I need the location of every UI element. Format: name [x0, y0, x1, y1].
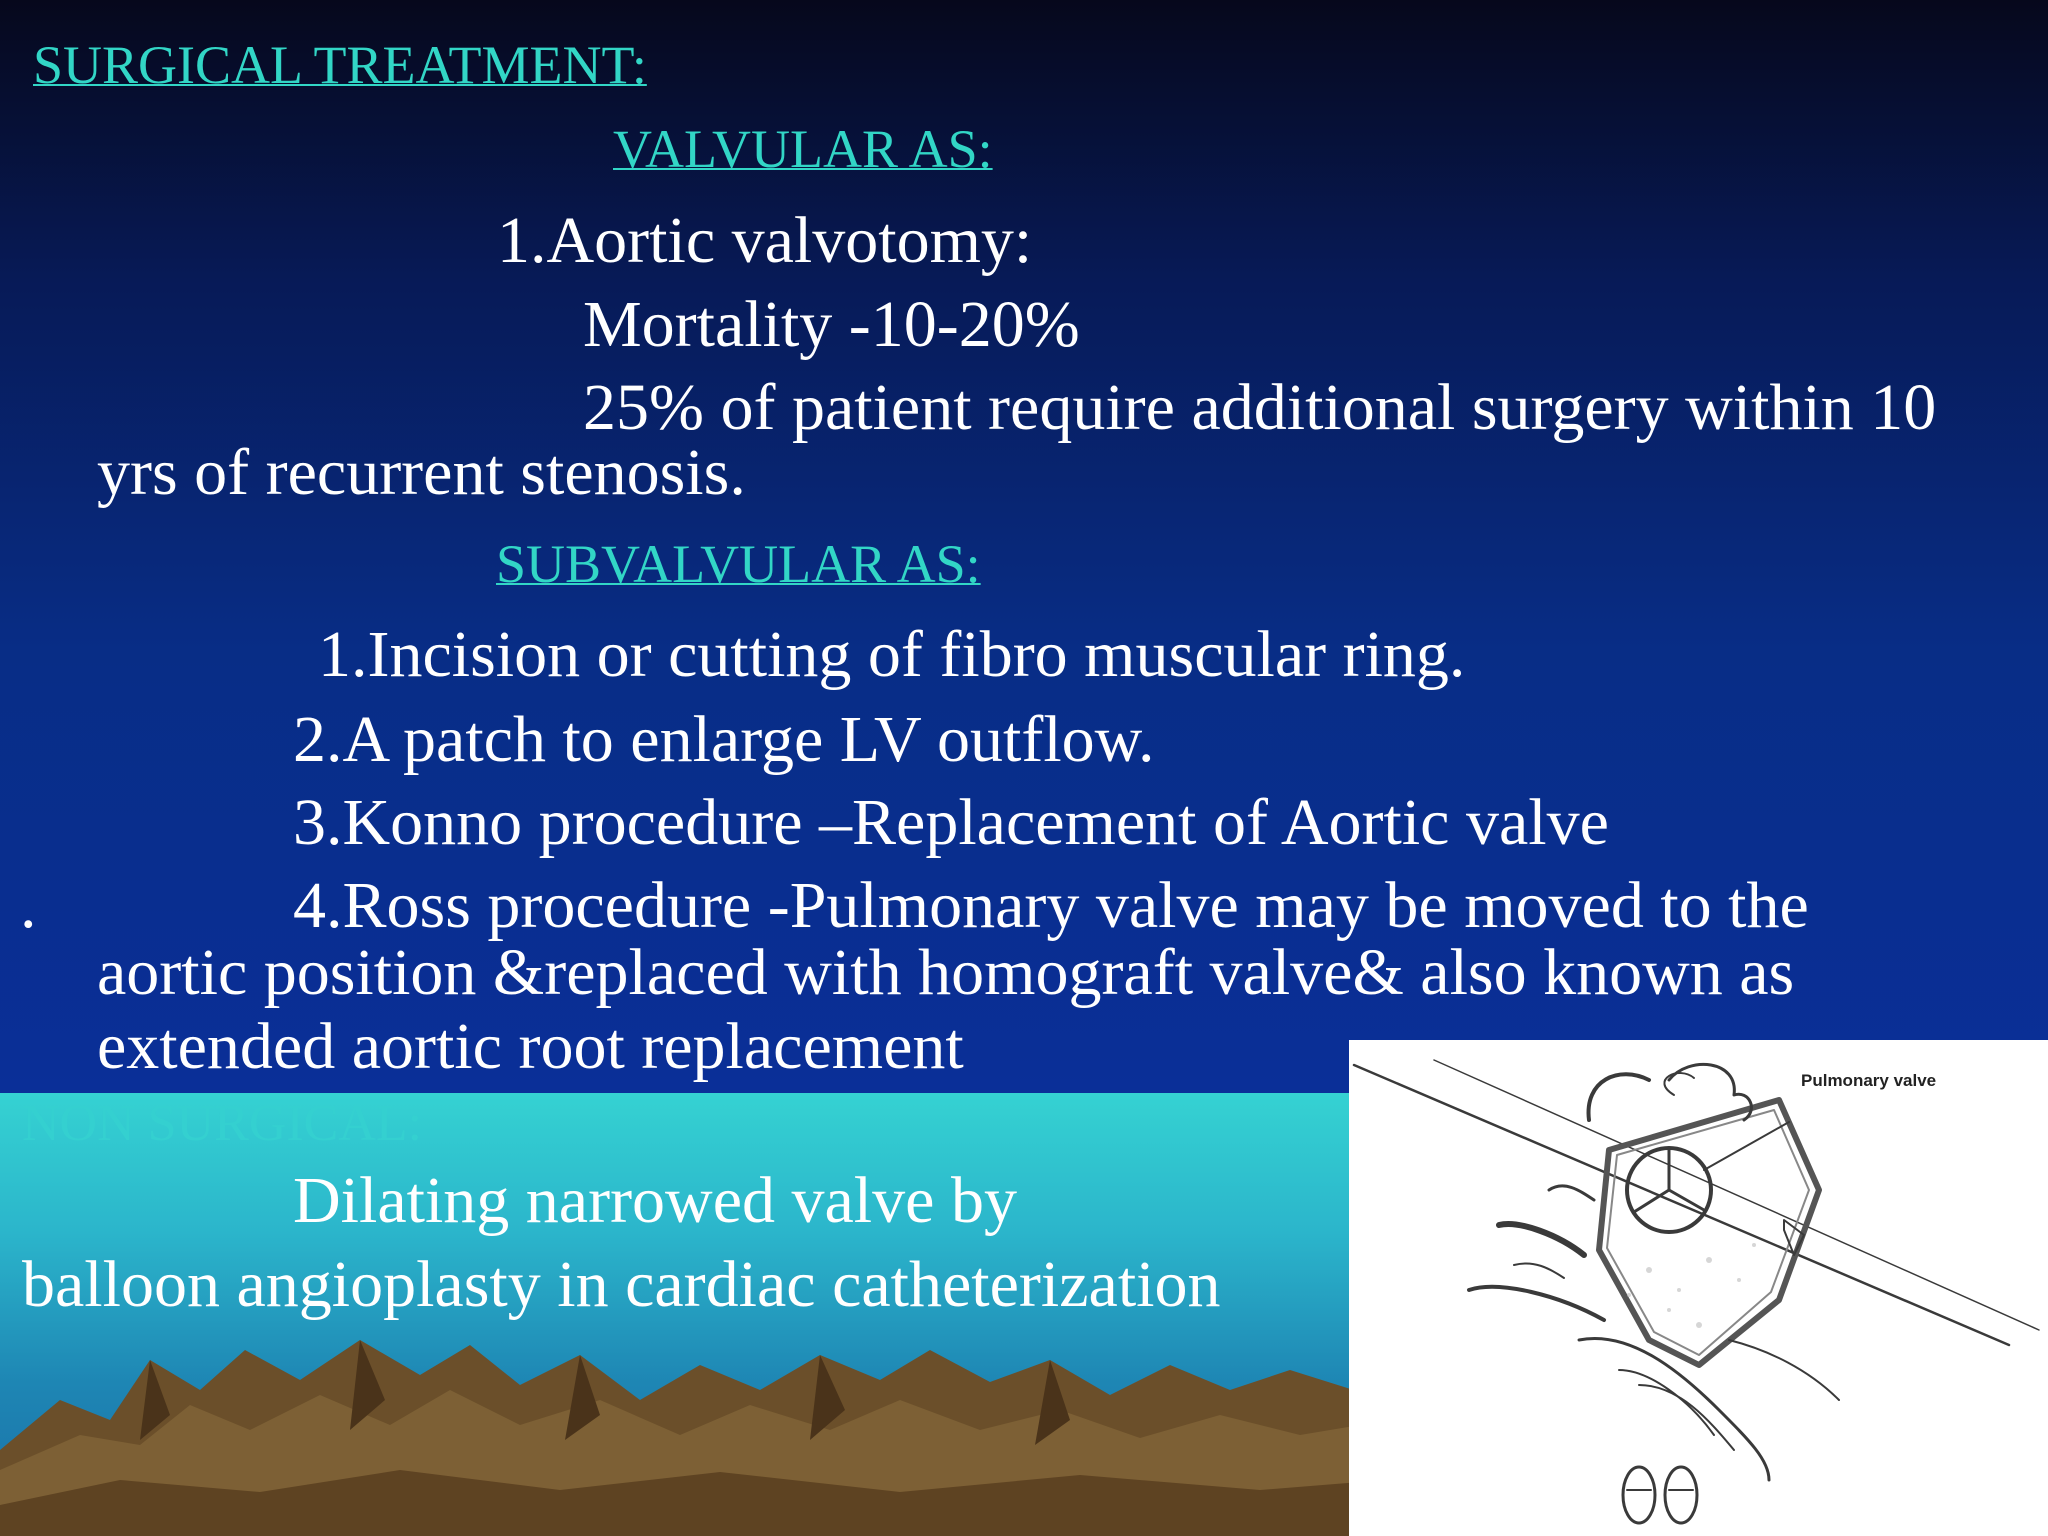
subvalvular-item-4-line-1: 4.Ross procedure -Pulmonary valve may be moved to the: [293, 869, 1809, 942]
valvular-item-aortic-valvotomy: 1.Aortic valvotomy:: [497, 204, 1033, 277]
non-surgical-line-2: balloon angioplasty in cardiac catheterization: [22, 1248, 1221, 1321]
heading-non-surgical: NON SURGICAL:: [22, 1095, 423, 1152]
subvalvular-item-4-bullet: .: [20, 869, 37, 942]
heading-valvular-as: VALVULAR AS:: [613, 119, 993, 179]
ross-procedure-illustration: [1349, 1040, 2048, 1536]
subvalvular-item-2: 2.A patch to enlarge LV outflow.: [293, 703, 1155, 776]
subvalvular-item-3: 3.Konno procedure –Replacement of Aortic valve: [293, 786, 1609, 859]
pulmonary-valve-label: Pulmonary valve: [1801, 1071, 1937, 1090]
subvalvular-item-1: 1.Incision or cutting of fibro muscular ring.: [318, 618, 1466, 691]
heading-subvalvular-as: SUBVALVULAR AS:: [496, 534, 981, 594]
mountain-range-graphic: [0, 1320, 1360, 1536]
subvalvular-item-4-line-3: extended aortic root replacement: [97, 1010, 964, 1083]
valvular-additional-surgery-line-1: 25% of patient require additional surgery within 10: [583, 371, 1937, 444]
valvular-mortality: Mortality -10-20%: [583, 288, 1080, 361]
subvalvular-item-4-line-2: aortic position &replaced with homograft valve& also known as: [97, 936, 1795, 1009]
slide-heading-surgical-treatment: SURGICAL TREATMENT:: [33, 35, 647, 95]
valvular-additional-surgery-line-2: yrs of recurrent stenosis.: [97, 436, 746, 509]
non-surgical-line-1: Dilating narrowed valve by: [293, 1164, 1017, 1237]
surgical-diagram-drawing: [1349, 1040, 2048, 1536]
